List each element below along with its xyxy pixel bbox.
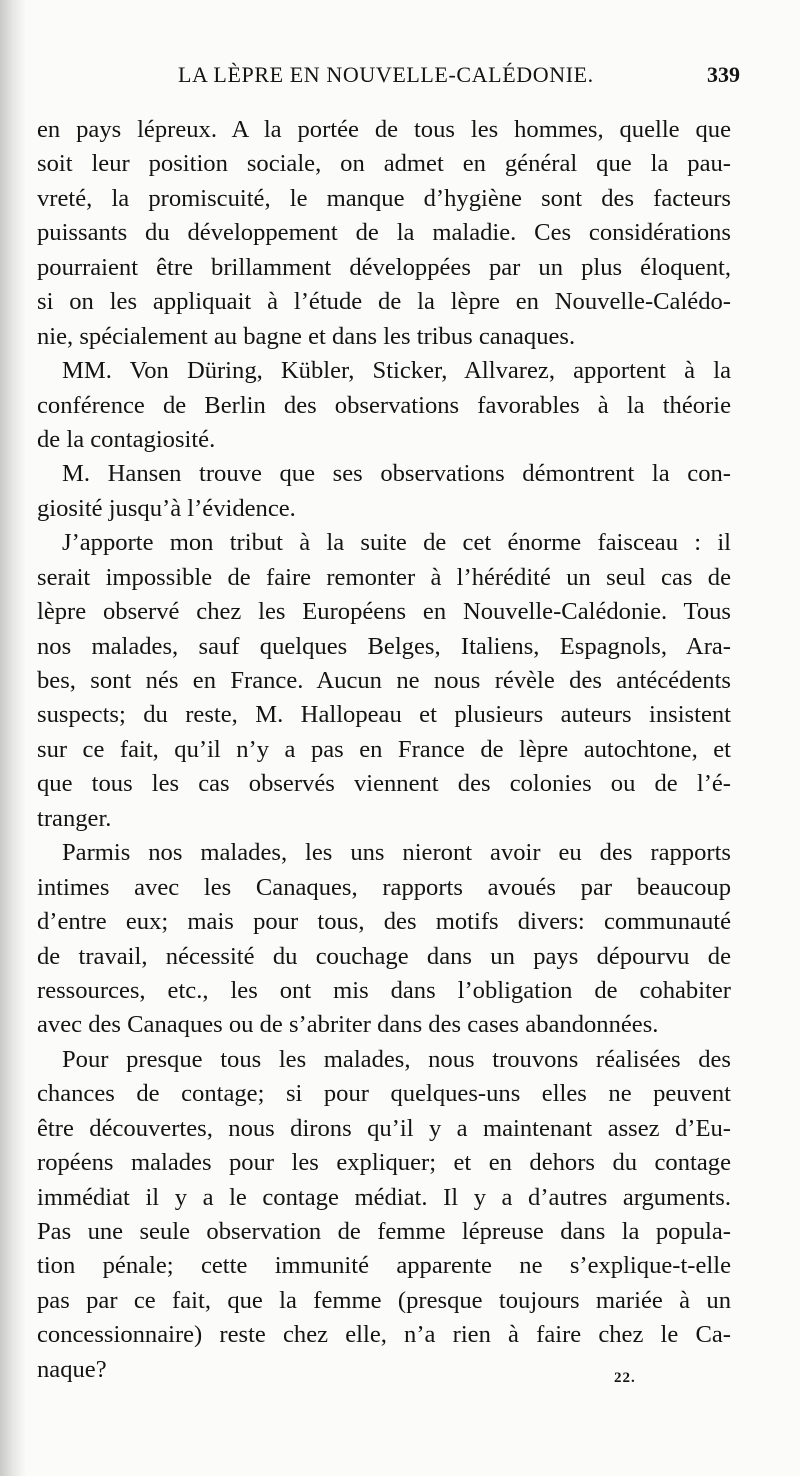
text-line: nie, spécialement au bagne et dans les tribus canaques. [37,322,576,350]
text-line: être découvertes, nous dirons qu’il y a maintenant assez d’Eu- [37,1114,731,1142]
text-line: tranger. [37,804,112,832]
text-line: chances de contage; si pour quelques-uns elles ne peuvent [37,1080,731,1108]
running-title: LA LÈPRE EN NOUVELLE-CALÉDONIE. [178,62,594,87]
text-line: d’entre eux; mais pour tous, des motifs divers: communauté [37,908,731,936]
text-line: lèpre observé chez les Européens en Nouvelle-Calédonie. Tous [37,598,731,626]
page-header [60,62,740,96]
text-line: MM. Von Düring, Kübler, Sticker, Allvarez, apportent à la [62,357,731,385]
text-line: J’apporte mon tribut à la suite de cet énorme faisceau : il [62,529,731,557]
text-line: ressources, etc., les ont mis dans l’obligation de cohabiter [37,976,731,1004]
text-line: Pour presque tous les malades, nous trouvons réalisées des [62,1045,731,1073]
text-line: soit leur position sociale, on admet en général que la pau- [37,150,731,178]
text-line: de travail, nécessité du couchage dans un pays dépourvu de [37,942,731,970]
text-line: pas par ce fait, que la femme (presque toujours mariée à un [37,1286,731,1314]
text-line: Pas une seule observation de femme lépreuse dans la popula- [37,1218,731,1245]
text-line: concessionnaire) reste chez elle, n’a rien à faire chez le Ca- [37,1321,731,1349]
body-text [37,113,731,1387]
text-line: suspects; du reste, M. Hallopeau et plusieurs auteurs insistent [37,701,731,729]
text-line: giosité jusqu’à l’évidence. [37,494,296,522]
text-line: Parmis nos malades, les uns nieront avoir eu des rapports [62,839,731,867]
text-line: avec des Canaques ou de s’abriter dans des cases abandonnées. [37,1011,659,1039]
page-gutter-shadow [0,0,26,1476]
text-line: puissants du développement de la maladie. Ces considérations [37,219,731,247]
signature-mark: 22. [614,1370,636,1386]
text-line: que tous les cas observés viennent des colonies ou de l’é- [37,770,731,798]
text-line: nos malades, sauf quelques Belges, Italiens, Espagnols, Ara- [37,632,731,660]
text-line: sur ce fait, qu’il n’y a pas en France de lèpre autochtone, et [37,735,731,763]
text-line: vreté, la promiscuité, le manque d’hygiène sont des facteurs [37,184,731,212]
text-line: en pays lépreux. A la portée de tous les hommes, quelle que [37,116,731,143]
text-line: M. Hansen trouve que ses observations démontrent la con- [62,460,731,488]
text-line: tion pénale; cette immunité apparente ne s’explique-t-elle [37,1252,731,1280]
text-line: de la contagiosité. [37,425,216,453]
text-line: ropéens malades pour les expliquer; et en dehors du contage [37,1149,731,1177]
text-line: intimes avec les Canaques, rapports avoués par beaucoup [37,873,731,901]
text-line: si on les appliquait à l’étude de la lèpre en Nouvelle-Calédo- [37,288,731,316]
text-line: naque? [37,1355,107,1383]
text-line: pourraient être brillamment développées par un plus éloquent, [37,253,731,281]
text-line: serait impossible de faire remonter à l’hérédité un seul cas de [37,563,731,591]
text-line: immédiat il y a le contage médiat. Il y a d’autres arguments. [37,1183,731,1211]
text-line: bes, sont nés en France. Aucun ne nous révèle des antécédents [37,667,731,694]
text-line: conférence de Berlin des observations favorables à la théorie [37,391,731,419]
page-number: 339 [707,62,740,87]
